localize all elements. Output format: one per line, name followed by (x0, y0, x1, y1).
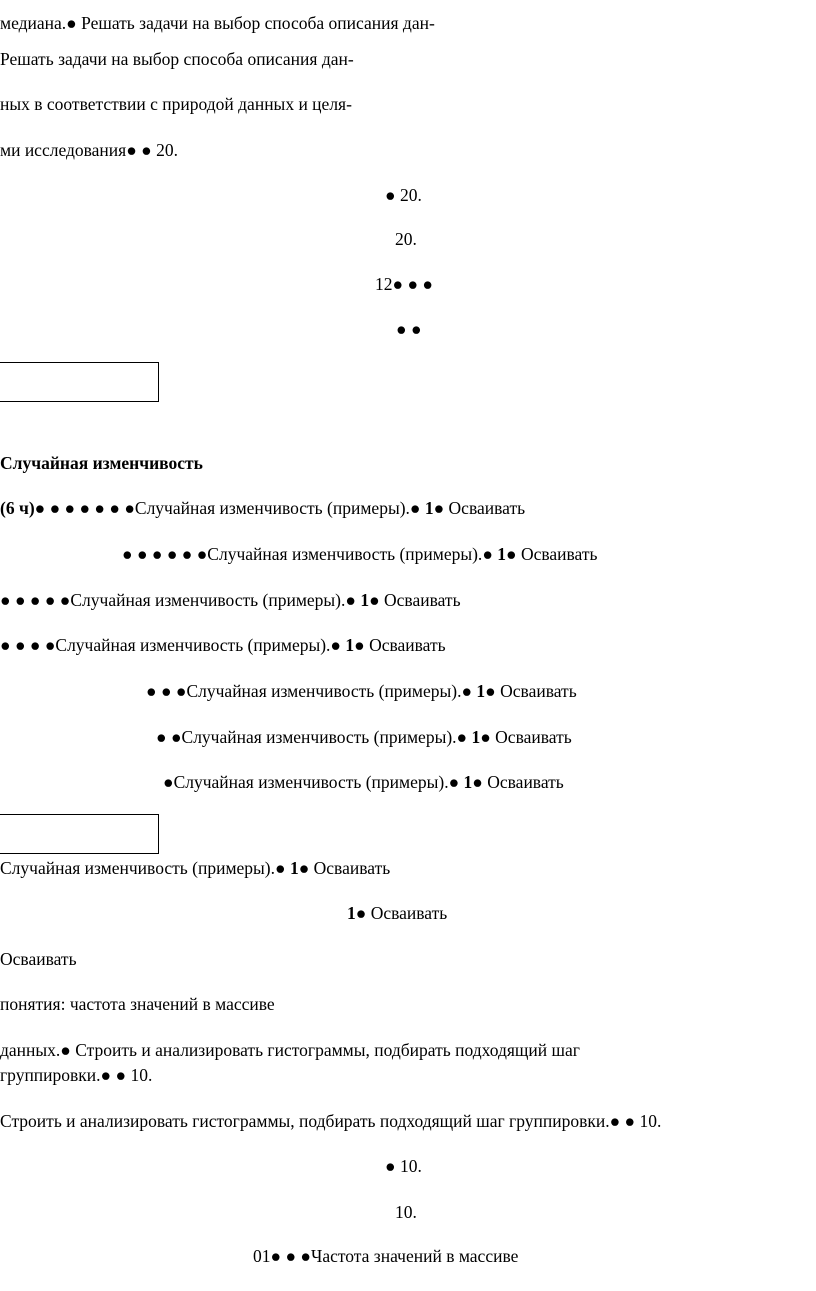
text-line-18 (347, 902, 447, 924)
text-line-2: Решать задачи на выбор способа описания дан- (0, 49, 354, 69)
line-text: Случайная изменчивость (примеры). (134, 498, 410, 518)
text-line-17 (0, 857, 390, 879)
bullets: ● ● ● (146, 681, 187, 701)
text-line-8: ● ● (396, 319, 422, 339)
bullets: ● ● (156, 727, 182, 747)
text-line-10 (0, 497, 525, 519)
line-mid: ● 1● (456, 727, 491, 747)
line-end: Осваивать (379, 590, 461, 610)
bullets: ● (163, 772, 174, 792)
text-line-14 (146, 680, 577, 702)
line-mid: 1● (347, 903, 367, 923)
line-end: Осваивать (444, 498, 526, 518)
empty-table-cell-2 (0, 814, 159, 854)
text-line-13 (0, 634, 446, 656)
line-mid: ● 1● (409, 498, 445, 518)
line-end: Осваивать (309, 858, 391, 878)
text-line-19: Осваивать (0, 949, 77, 969)
line-text: Случайная изменчивость (примеры). (55, 635, 331, 655)
text-line-21b: группировки.● ● 10. (0, 1065, 153, 1085)
bullets: ● ● ● ● ● ● (122, 544, 208, 564)
line-text: Случайная изменчивость (примеры). (207, 544, 483, 564)
text-line-7: 12● ● ● (375, 274, 433, 294)
line-end: Осваивать (364, 635, 446, 655)
line-mid: ● 1● (345, 590, 380, 610)
text-line-11 (122, 543, 598, 565)
line-end: Осваивать (366, 903, 448, 923)
section-heading: Случайная изменчивость (0, 453, 203, 473)
line-mid: ● 1● (461, 681, 496, 701)
line-text: Случайная изменчивость (примеры). (181, 727, 457, 747)
line-text: Случайная изменчивость (примеры). (0, 858, 276, 878)
text-line-21a: данных.● Строить и анализировать гистограммы, подбирать подходящий шаг (0, 1040, 580, 1060)
line-mid: ● 1● (275, 858, 310, 878)
text-line-16 (163, 771, 564, 793)
line-text: Случайная изменчивость (примеры). (186, 681, 462, 701)
line-mid: ● 1● (482, 544, 517, 564)
text-line-15 (156, 726, 572, 748)
text-line-24: 10. (395, 1202, 417, 1222)
text-line-5: ● 20. (385, 185, 422, 205)
text-line-1: медиана.● Решать задачи на выбор способа описания дан- (0, 13, 435, 33)
empty-table-cell-1 (0, 362, 159, 402)
bullets: ● ● ● ● ● (0, 590, 71, 610)
line-end: Осваивать (482, 772, 564, 792)
text-line-22: Строить и анализировать гистограммы, подбирать подходящий шаг группировки.● ● 10. (0, 1111, 662, 1131)
text-line-20: понятия: частота значений в массиве (0, 994, 275, 1014)
text-line-25: 01● ● ●Частота значений в массиве (253, 1246, 519, 1266)
line-text: Случайная изменчивость (примеры). (173, 772, 449, 792)
line-end: Осваивать (495, 681, 577, 701)
bullets: ● ● ● ● (0, 635, 56, 655)
text-line-12 (0, 589, 461, 611)
hours-bullets: (6 ч)● ● ● ● ● ● ● (0, 498, 135, 518)
line-end: Осваивать (490, 727, 572, 747)
text-line-23: ● 10. (385, 1156, 422, 1176)
line-mid: ● 1● (448, 772, 483, 792)
line-text: Случайная изменчивость (примеры). (70, 590, 346, 610)
line-mid: ● 1● (330, 635, 365, 655)
text-line-4: ми исследования● ● 20. (0, 140, 178, 160)
text-line-3: ных в соответствии с природой данных и целя- (0, 94, 352, 114)
text-line-6: 20. (395, 229, 417, 249)
line-end: Осваивать (516, 544, 598, 564)
